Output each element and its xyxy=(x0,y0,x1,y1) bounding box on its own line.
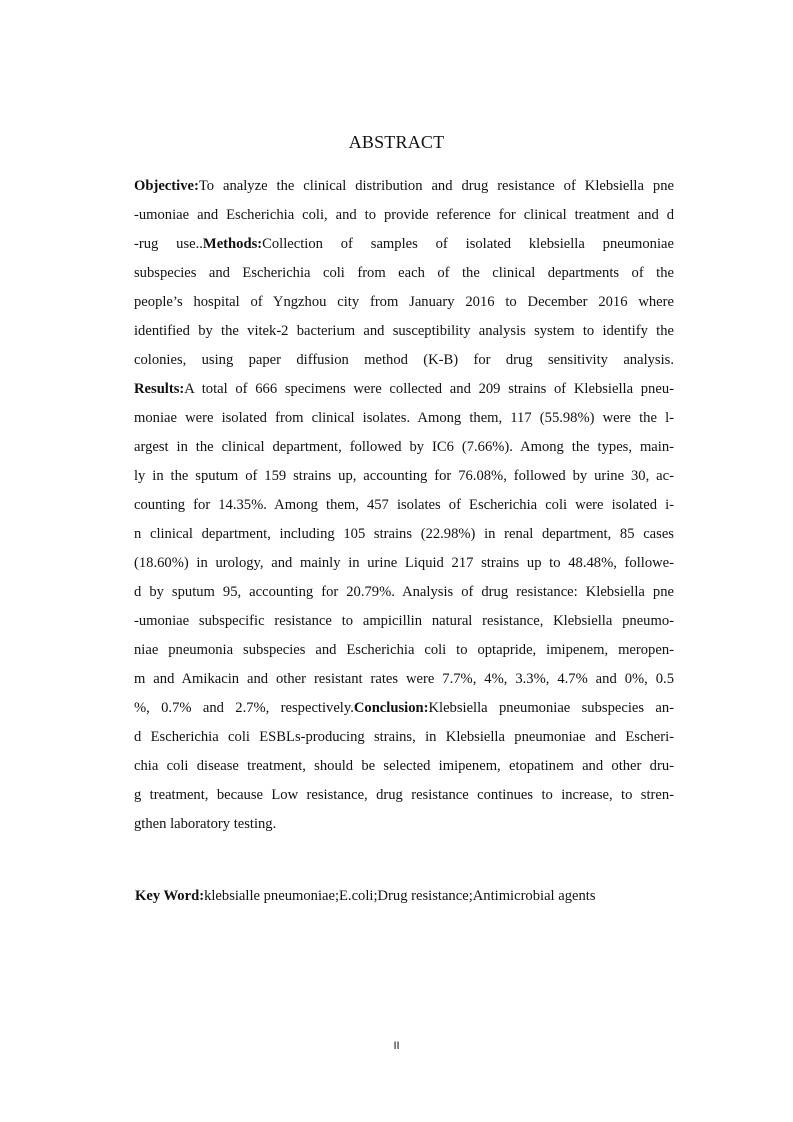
keywords-line xyxy=(135,888,596,905)
abstract-line: chia coli disease treatment, should be selected imipenem, etopatinem and other dru- xyxy=(134,758,674,774)
abstract-line: -umoniae subspecific resistance to ampicillin natural resistance, Klebsiella pneumo- xyxy=(134,613,674,629)
abstract-line: ly in the sputum of 159 strains up, accounting for 76.08%, followed by urine 30, ac- xyxy=(134,468,674,484)
abstract-line: moniae were isolated from clinical isolates. Among them, 117 (55.98%) were the l- xyxy=(134,410,674,426)
abstract-line: niae pneumonia subspecies and Escherichia coli to optapride, imipenem, meropen- xyxy=(134,642,674,658)
abstract-line: identified by the vitek-2 bacterium and susceptibility analysis system to identify the xyxy=(134,323,674,339)
abstract-line: -umoniae and Escherichia coli, and to provide reference for clinical treatment and d xyxy=(134,207,674,223)
methods-label: Methods: xyxy=(202,236,263,252)
abstract-line: subspecies and Escherichia coli from each of the clinical departments of the xyxy=(134,265,674,281)
abstract-line: colonies, using paper diffusion method (K-B) for drug sensitivity analysis. xyxy=(134,352,674,368)
objective-label: Objective: xyxy=(134,178,199,194)
results-label: Results: xyxy=(134,381,185,397)
abstract-line: counting for 14.35%. Among them, 457 isolates of Escherichia coli were isolated i- xyxy=(134,497,674,513)
abstract-line: d by sputum 95, accounting for 20.79%. Analysis of drug resistance: Klebsiella pne xyxy=(134,584,674,600)
abstract-line: m and Amikacin and other resistant rates were 7.7%, 4%, 3.3%, 4.7% and 0%, 0.5 xyxy=(134,671,674,687)
abstract-line: -rug use..Methods:Collection of samples of isolated klebsiella pneumoniae xyxy=(134,236,674,252)
abstract-line: Objective:To analyze the clinical distribution and drug resistance of Klebsiella pne xyxy=(134,178,674,194)
conclusion-label: Conclusion: xyxy=(353,700,429,716)
abstract-line: d Escherichia coli ESBLs-producing strains, in Klebsiella pneumoniae and Escheri- xyxy=(134,729,674,745)
abstract-line: gthen laboratory testing. xyxy=(134,816,277,832)
abstract-line: n clinical department, including 105 strains (22.98%) in renal department, 85 cases xyxy=(134,526,674,542)
abstract-line: %, 0.7% and 2.7%, respectively.Conclusion:Klebsiella pneumoniae subspecies an- xyxy=(134,700,675,716)
keywords-label: Key Word: xyxy=(135,888,205,904)
keywords-text: klebsialle pneumoniae;E.coli;Drug resistance;Antimicrobial agents xyxy=(204,888,596,904)
abstract-title: ABSTRACT xyxy=(348,132,445,152)
abstract-line: g treatment, because Low resistance, drug resistance continues to increase, to stren- xyxy=(134,787,674,803)
abstract-line: (18.60%) in urology, and mainly in urine Liquid 217 strains up to 48.48%, followe- xyxy=(134,555,674,571)
abstract-line: argest in the clinical department, followed by IC6 (7.66%). Among the types, main- xyxy=(134,439,674,455)
abstract-line: Results:A total of 666 specimens were collected and 209 strains of Klebsiella pneu- xyxy=(134,381,674,397)
abstract-line: people’s hospital of Yngzhou city from January 2016 to December 2016 where xyxy=(134,294,674,310)
page-number: II xyxy=(393,1040,400,1052)
